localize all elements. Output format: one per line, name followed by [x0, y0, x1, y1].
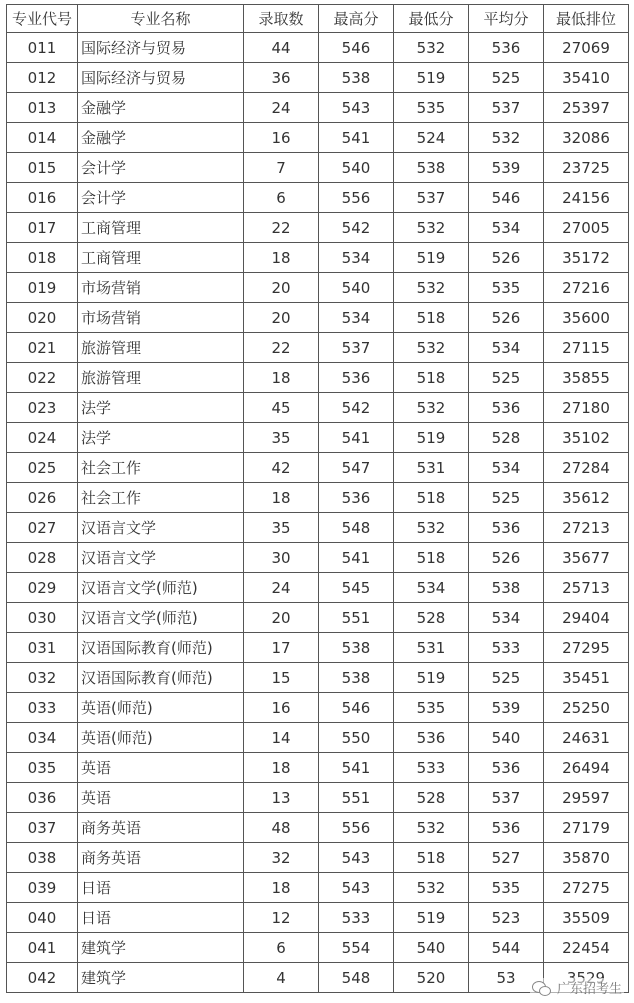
min-rank-cell: 35612 [544, 483, 629, 513]
major-name-cell: 日语 [78, 903, 244, 933]
admitted-count-cell: 18 [244, 363, 319, 393]
major-code-cell: 038 [7, 843, 78, 873]
avg-score-cell: 534 [469, 333, 544, 363]
table-row [7, 903, 629, 933]
table-row [7, 603, 629, 633]
major-name-cell: 商务英语 [78, 843, 244, 873]
min-rank-cell: 32086 [544, 123, 629, 153]
min-rank-cell: 25397 [544, 93, 629, 123]
admitted-count-cell: 18 [244, 753, 319, 783]
min-rank-cell: 29404 [544, 603, 629, 633]
header-col-major-name: 专业名称 [78, 5, 244, 33]
major-name-cell: 国际经济与贸易 [78, 33, 244, 63]
table-row [7, 933, 629, 963]
min-score-cell: 518 [394, 543, 469, 573]
table-row [7, 363, 629, 393]
admitted-count-cell: 4 [244, 963, 319, 993]
min-score-cell: 534 [394, 573, 469, 603]
major-code-cell: 042 [7, 963, 78, 993]
admitted-count-cell: 24 [244, 93, 319, 123]
major-name-cell: 英语 [78, 753, 244, 783]
min-score-cell: 531 [394, 453, 469, 483]
admitted-count-cell: 35 [244, 513, 319, 543]
table-row [7, 453, 629, 483]
max-score-cell: 536 [319, 363, 394, 393]
admitted-count-cell: 12 [244, 903, 319, 933]
avg-score-cell: 526 [469, 543, 544, 573]
max-score-cell: 554 [319, 933, 394, 963]
table-row [7, 813, 629, 843]
avg-score-cell: 536 [469, 513, 544, 543]
min-rank-cell: 35677 [544, 543, 629, 573]
admitted-count-cell: 42 [244, 453, 319, 483]
avg-score-cell: 540 [469, 723, 544, 753]
major-code-cell: 020 [7, 303, 78, 333]
table-row [7, 663, 629, 693]
major-name-cell: 会计学 [78, 153, 244, 183]
admitted-count-cell: 20 [244, 603, 319, 633]
admitted-count-cell: 32 [244, 843, 319, 873]
avg-score-cell: 533 [469, 633, 544, 663]
major-code-cell: 023 [7, 393, 78, 423]
major-code-cell: 027 [7, 513, 78, 543]
avg-score-cell: 535 [469, 873, 544, 903]
major-name-cell: 社会工作 [78, 453, 244, 483]
avg-score-cell: 536 [469, 33, 544, 63]
min-score-cell: 519 [394, 423, 469, 453]
avg-score-cell: 538 [469, 573, 544, 603]
min-rank-cell: 35870 [544, 843, 629, 873]
min-score-cell: 519 [394, 63, 469, 93]
major-name-cell: 商务英语 [78, 813, 244, 843]
admitted-count-cell: 44 [244, 33, 319, 63]
table-row [7, 153, 629, 183]
admitted-count-cell: 13 [244, 783, 319, 813]
max-score-cell: 543 [319, 93, 394, 123]
avg-score-cell: 53 [469, 963, 544, 993]
major-code-cell: 014 [7, 123, 78, 153]
min-score-cell: 532 [394, 273, 469, 303]
min-score-cell: 518 [394, 843, 469, 873]
table-row [7, 213, 629, 243]
major-name-cell: 国际经济与贸易 [78, 63, 244, 93]
admitted-count-cell: 6 [244, 183, 319, 213]
major-name-cell: 市场营销 [78, 303, 244, 333]
admitted-count-cell: 20 [244, 273, 319, 303]
admitted-count-cell: 16 [244, 693, 319, 723]
major-name-cell: 社会工作 [78, 483, 244, 513]
avg-score-cell: 526 [469, 303, 544, 333]
max-score-cell: 533 [319, 903, 394, 933]
admitted-count-cell: 18 [244, 243, 319, 273]
major-code-cell: 024 [7, 423, 78, 453]
min-score-cell: 518 [394, 303, 469, 333]
max-score-cell: 537 [319, 333, 394, 363]
avg-score-cell: 528 [469, 423, 544, 453]
admitted-count-cell: 36 [244, 63, 319, 93]
major-name-cell: 旅游管理 [78, 333, 244, 363]
major-name-cell: 汉语言文学 [78, 513, 244, 543]
min-rank-cell: 27005 [544, 213, 629, 243]
min-rank-cell: 27179 [544, 813, 629, 843]
min-rank-cell: 35600 [544, 303, 629, 333]
max-score-cell: 556 [319, 183, 394, 213]
avg-score-cell: 535 [469, 273, 544, 303]
max-score-cell: 538 [319, 63, 394, 93]
min-score-cell: 535 [394, 93, 469, 123]
avg-score-cell: 525 [469, 483, 544, 513]
avg-score-cell: 525 [469, 363, 544, 393]
major-code-cell: 031 [7, 633, 78, 663]
min-score-cell: 532 [394, 813, 469, 843]
major-name-cell: 日语 [78, 873, 244, 903]
major-name-cell: 会计学 [78, 183, 244, 213]
max-score-cell: 540 [319, 273, 394, 303]
min-rank-cell: 22454 [544, 933, 629, 963]
header-col-min-rank: 最低排位 [544, 5, 629, 33]
min-rank-cell: 27069 [544, 33, 629, 63]
avg-score-cell: 537 [469, 783, 544, 813]
max-score-cell: 542 [319, 213, 394, 243]
table-row [7, 243, 629, 273]
min-score-cell: 532 [394, 33, 469, 63]
min-score-cell: 519 [394, 903, 469, 933]
min-rank-cell: 23725 [544, 153, 629, 183]
max-score-cell: 538 [319, 663, 394, 693]
table-row [7, 513, 629, 543]
table-row [7, 273, 629, 303]
major-code-cell: 017 [7, 213, 78, 243]
header-col-major-code: 专业代号 [7, 5, 78, 33]
major-name-cell: 汉语国际教育(师范) [78, 633, 244, 663]
table-row [7, 33, 629, 63]
admitted-count-cell: 14 [244, 723, 319, 753]
major-name-cell: 法学 [78, 423, 244, 453]
max-score-cell: 541 [319, 753, 394, 783]
min-score-cell: 532 [394, 873, 469, 903]
max-score-cell: 541 [319, 423, 394, 453]
min-score-cell: 533 [394, 753, 469, 783]
major-code-cell: 015 [7, 153, 78, 183]
table-row [7, 483, 629, 513]
major-code-cell: 036 [7, 783, 78, 813]
min-rank-cell: 27180 [544, 393, 629, 423]
major-code-cell: 026 [7, 483, 78, 513]
max-score-cell: 543 [319, 873, 394, 903]
table-header [7, 5, 629, 33]
major-code-cell: 022 [7, 363, 78, 393]
min-score-cell: 519 [394, 243, 469, 273]
major-code-cell: 025 [7, 453, 78, 483]
min-rank-cell: 24156 [544, 183, 629, 213]
min-rank-cell: 26494 [544, 753, 629, 783]
min-score-cell: 528 [394, 783, 469, 813]
table-row [7, 423, 629, 453]
avg-score-cell: 534 [469, 603, 544, 633]
watermark-text: 广东招考生 [556, 982, 622, 997]
max-score-cell: 546 [319, 693, 394, 723]
major-name-cell: 汉语言文学(师范) [78, 603, 244, 633]
admitted-count-cell: 18 [244, 483, 319, 513]
max-score-cell: 556 [319, 813, 394, 843]
avg-score-cell: 539 [469, 153, 544, 183]
max-score-cell: 550 [319, 723, 394, 753]
min-score-cell: 538 [394, 153, 469, 183]
avg-score-cell: 534 [469, 453, 544, 483]
major-name-cell: 旅游管理 [78, 363, 244, 393]
admitted-count-cell: 24 [244, 573, 319, 603]
table-row [7, 723, 629, 753]
major-name-cell: 工商管理 [78, 213, 244, 243]
major-code-cell: 039 [7, 873, 78, 903]
min-score-cell: 518 [394, 363, 469, 393]
avg-score-cell: 537 [469, 93, 544, 123]
major-name-cell: 金融学 [78, 93, 244, 123]
table-row [7, 783, 629, 813]
admitted-count-cell: 18 [244, 873, 319, 903]
max-score-cell: 536 [319, 483, 394, 513]
min-score-cell: 520 [394, 963, 469, 993]
major-code-cell: 032 [7, 663, 78, 693]
min-score-cell: 519 [394, 663, 469, 693]
min-score-cell: 532 [394, 333, 469, 363]
min-rank-cell: 27213 [544, 513, 629, 543]
max-score-cell: 534 [319, 243, 394, 273]
min-rank-cell: 27115 [544, 333, 629, 363]
min-rank-cell: 27216 [544, 273, 629, 303]
min-score-cell: 536 [394, 723, 469, 753]
avg-score-cell: 536 [469, 813, 544, 843]
header-row [7, 5, 629, 33]
major-name-cell: 英语(师范) [78, 693, 244, 723]
avg-score-cell: 525 [469, 63, 544, 93]
min-rank-cell: 27295 [544, 633, 629, 663]
table-row [7, 633, 629, 663]
header-col-min-score: 最低分 [394, 5, 469, 33]
major-code-cell: 013 [7, 93, 78, 123]
admitted-count-cell: 15 [244, 663, 319, 693]
major-code-cell: 016 [7, 183, 78, 213]
header-col-avg-score: 平均分 [469, 5, 544, 33]
major-code-cell: 012 [7, 63, 78, 93]
max-score-cell: 538 [319, 633, 394, 663]
avg-score-cell: 544 [469, 933, 544, 963]
major-name-cell: 英语 [78, 783, 244, 813]
min-rank-cell: 25713 [544, 573, 629, 603]
major-code-cell: 040 [7, 903, 78, 933]
max-score-cell: 541 [319, 123, 394, 153]
table-row [7, 123, 629, 153]
avg-score-cell: 532 [469, 123, 544, 153]
min-rank-cell: 35410 [544, 63, 629, 93]
table-body [7, 33, 629, 993]
major-code-cell: 041 [7, 933, 78, 963]
admitted-count-cell: 35 [244, 423, 319, 453]
major-code-cell: 028 [7, 543, 78, 573]
min-score-cell: 524 [394, 123, 469, 153]
major-name-cell: 汉语国际教育(师范) [78, 663, 244, 693]
min-rank-cell: 27275 [544, 873, 629, 903]
watermark [530, 978, 624, 997]
major-code-cell: 034 [7, 723, 78, 753]
table-row [7, 333, 629, 363]
admitted-count-cell: 45 [244, 393, 319, 423]
avg-score-cell: 536 [469, 753, 544, 783]
major-code-cell: 035 [7, 753, 78, 783]
max-score-cell: 540 [319, 153, 394, 183]
min-rank-cell: 25250 [544, 693, 629, 723]
major-name-cell: 汉语言文学(师范) [78, 573, 244, 603]
major-name-cell: 建筑学 [78, 963, 244, 993]
avg-score-cell: 525 [469, 663, 544, 693]
admitted-count-cell: 48 [244, 813, 319, 843]
admitted-count-cell: 17 [244, 633, 319, 663]
table-row [7, 543, 629, 573]
major-code-cell: 033 [7, 693, 78, 723]
min-rank-cell: 35509 [544, 903, 629, 933]
major-name-cell: 市场营销 [78, 273, 244, 303]
header-col-admitted: 录取数 [244, 5, 319, 33]
min-rank-cell: 35451 [544, 663, 629, 693]
max-score-cell: 546 [319, 33, 394, 63]
table-row [7, 693, 629, 723]
max-score-cell: 542 [319, 393, 394, 423]
min-rank-cell: 35855 [544, 363, 629, 393]
min-score-cell: 532 [394, 513, 469, 543]
admitted-count-cell: 16 [244, 123, 319, 153]
admitted-count-cell: 20 [244, 303, 319, 333]
avg-score-cell: 546 [469, 183, 544, 213]
avg-score-cell: 534 [469, 213, 544, 243]
table-row [7, 753, 629, 783]
max-score-cell: 545 [319, 573, 394, 603]
admitted-count-cell: 6 [244, 933, 319, 963]
min-score-cell: 532 [394, 213, 469, 243]
header-col-max-score: 最高分 [319, 5, 394, 33]
min-rank-cell: 35172 [544, 243, 629, 273]
min-score-cell: 531 [394, 633, 469, 663]
max-score-cell: 551 [319, 783, 394, 813]
avg-score-cell: 527 [469, 843, 544, 873]
admitted-count-cell: 22 [244, 213, 319, 243]
avg-score-cell: 539 [469, 693, 544, 723]
min-score-cell: 528 [394, 603, 469, 633]
avg-score-cell: 526 [469, 243, 544, 273]
major-code-cell: 021 [7, 333, 78, 363]
major-code-cell: 029 [7, 573, 78, 603]
max-score-cell: 548 [319, 513, 394, 543]
min-rank-cell: 27284 [544, 453, 629, 483]
table-row [7, 303, 629, 333]
major-code-cell: 037 [7, 813, 78, 843]
table-row [7, 843, 629, 873]
table-row [7, 63, 629, 93]
admitted-count-cell: 22 [244, 333, 319, 363]
table-row [7, 873, 629, 903]
wechat-icon [532, 980, 552, 996]
min-score-cell: 518 [394, 483, 469, 513]
min-score-cell: 540 [394, 933, 469, 963]
admissions-table [6, 4, 629, 993]
max-score-cell: 534 [319, 303, 394, 333]
table-row [7, 183, 629, 213]
major-name-cell: 金融学 [78, 123, 244, 153]
min-rank-cell: 29597 [544, 783, 629, 813]
table-row [7, 573, 629, 603]
major-name-cell: 英语(师范) [78, 723, 244, 753]
max-score-cell: 551 [319, 603, 394, 633]
major-code-cell: 030 [7, 603, 78, 633]
major-name-cell: 建筑学 [78, 933, 244, 963]
min-score-cell: 537 [394, 183, 469, 213]
major-name-cell: 法学 [78, 393, 244, 423]
avg-score-cell: 523 [469, 903, 544, 933]
major-code-cell: 018 [7, 243, 78, 273]
max-score-cell: 548 [319, 963, 394, 993]
admitted-count-cell: 30 [244, 543, 319, 573]
min-rank-cell: 35102 [544, 423, 629, 453]
major-code-cell: 019 [7, 273, 78, 303]
major-code-cell: 011 [7, 33, 78, 63]
max-score-cell: 543 [319, 843, 394, 873]
min-score-cell: 535 [394, 693, 469, 723]
min-rank-cell: 24631 [544, 723, 629, 753]
major-name-cell: 工商管理 [78, 243, 244, 273]
max-score-cell: 541 [319, 543, 394, 573]
max-score-cell: 547 [319, 453, 394, 483]
min-score-cell: 532 [394, 393, 469, 423]
avg-score-cell: 536 [469, 393, 544, 423]
major-name-cell: 汉语言文学 [78, 543, 244, 573]
table-row [7, 393, 629, 423]
table-row [7, 93, 629, 123]
admitted-count-cell: 7 [244, 153, 319, 183]
